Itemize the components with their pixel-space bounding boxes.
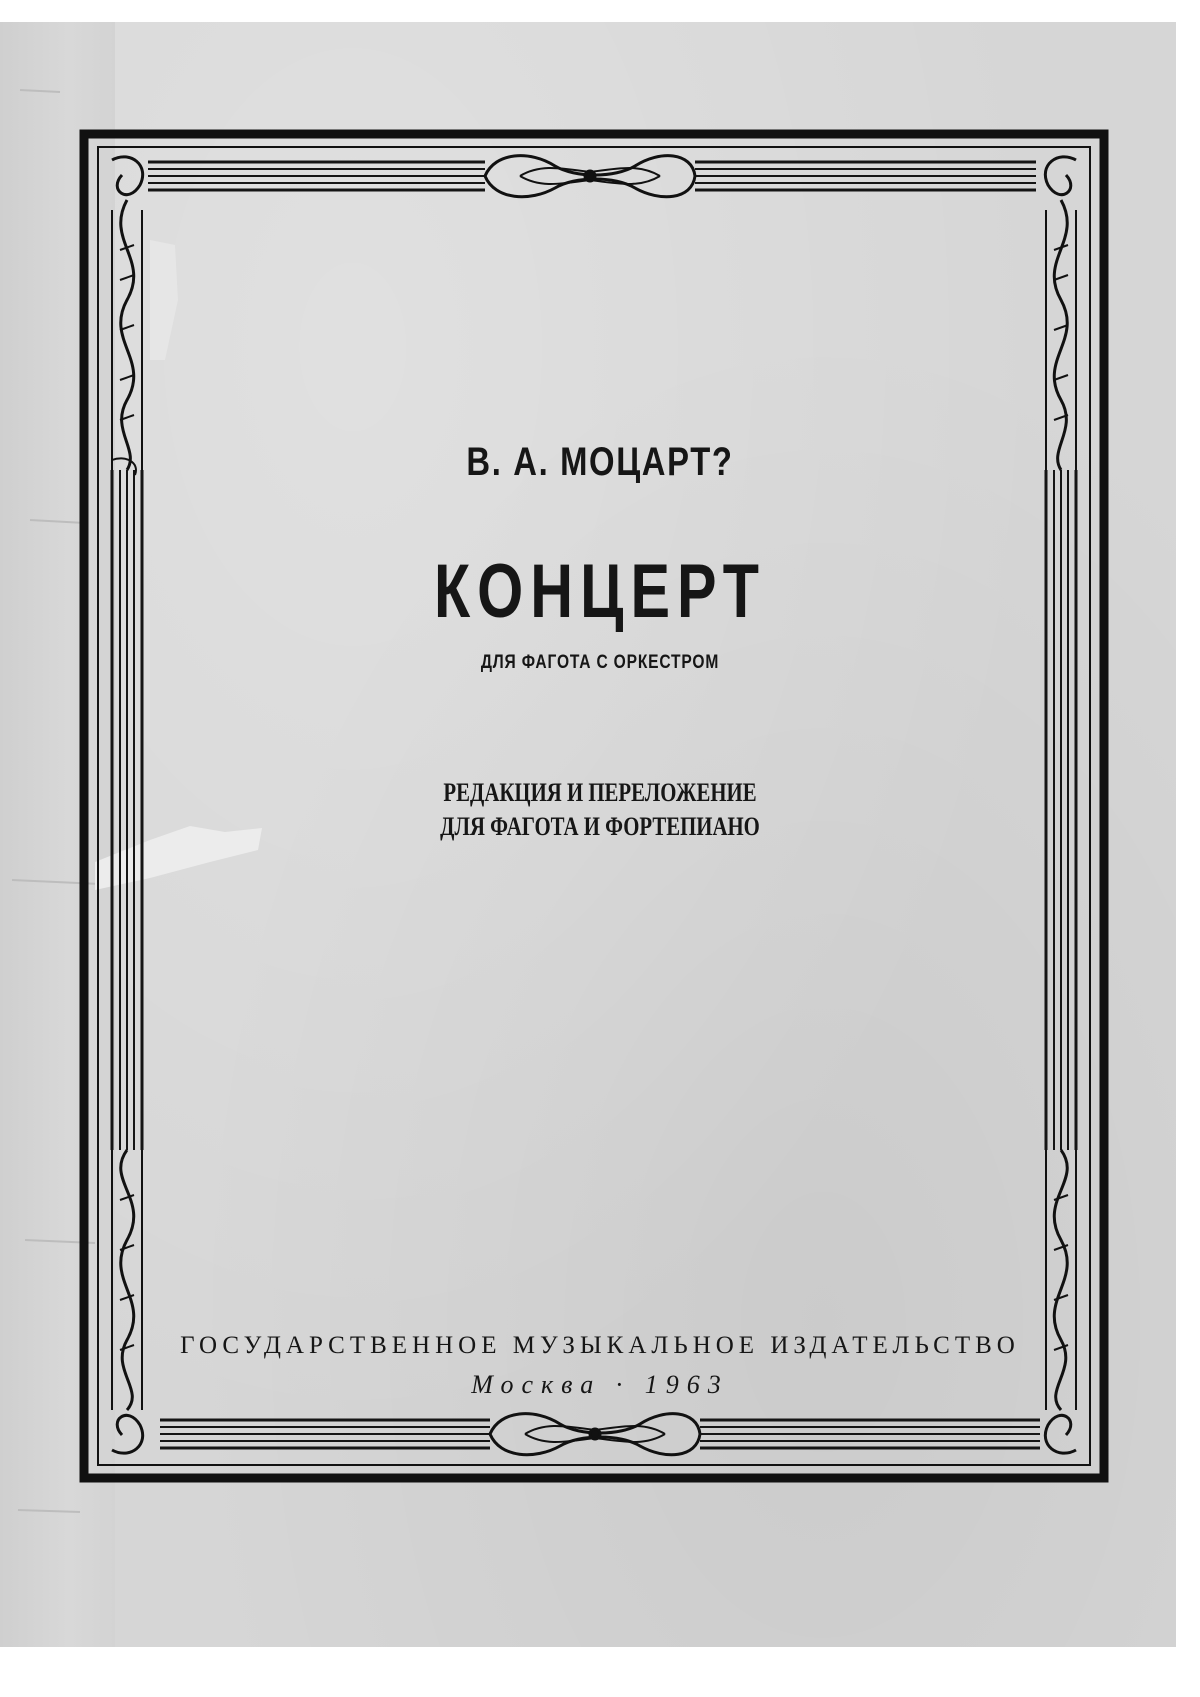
work-subtitle: ДЛЯ ФАГОТА С ОРКЕСТРОМ [480, 652, 720, 673]
torn-patch-upper [150, 240, 178, 360]
right-bottom-scroll-ornament [1045, 1150, 1076, 1453]
right-top-scroll-ornament [1045, 157, 1076, 470]
top-cartouche-ornament [485, 156, 695, 197]
left-bottom-scroll-ornament [112, 1150, 143, 1453]
edition-note [120, 776, 1080, 844]
city-year: Москва · 1963 [471, 1370, 729, 1399]
edition-note-line-2: ДЛЯ ФАГОТА И ФОРТЕПИАНО [440, 812, 760, 841]
author-name: В. А. МОЦАРТ? [466, 440, 734, 484]
edition-note-line-1: РЕДАКЦИЯ И ПЕРЕЛОЖЕНИЕ [443, 778, 757, 807]
work-title: КОНЦЕРТ [433, 549, 767, 634]
left-top-scroll-ornament [112, 157, 143, 475]
bottom-cartouche-ornament [490, 1414, 700, 1455]
publisher-name: ГОСУДАРСТВЕННОЕ МУЗЫКАЛЬНОЕ ИЗДАТЕЛЬСТВО [180, 1332, 1020, 1359]
